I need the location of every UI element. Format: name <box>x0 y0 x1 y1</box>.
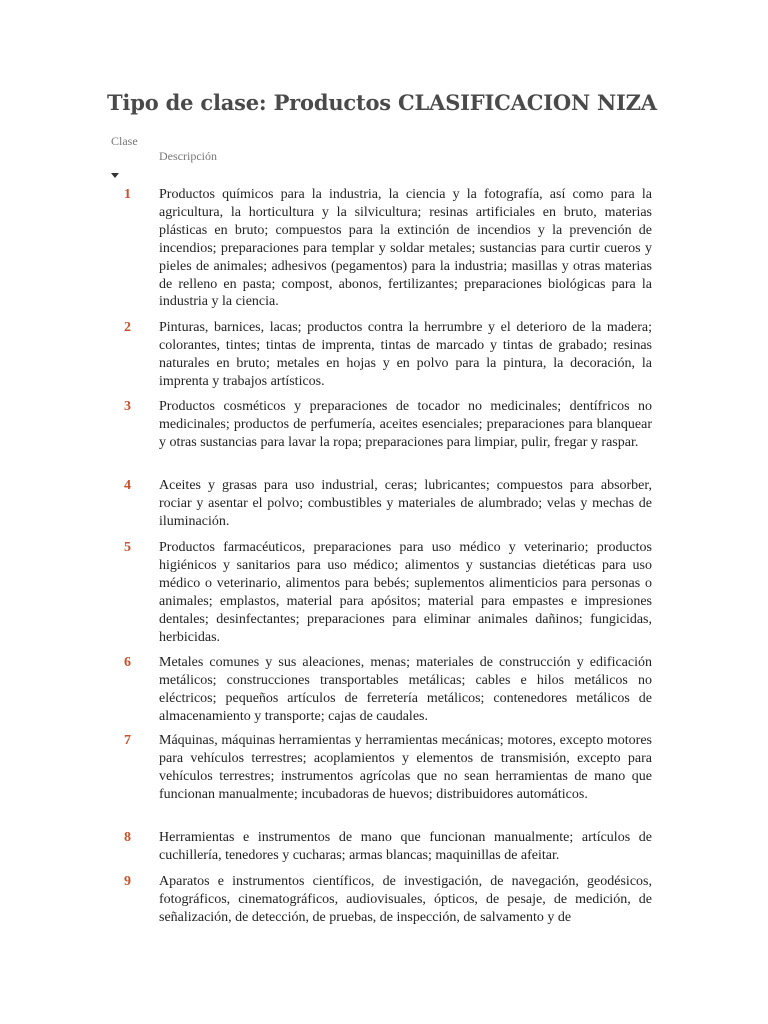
class-number: 4 <box>124 478 131 493</box>
class-description: Aparatos e instrumentos científicos, de investigación, de navegación, geodésicos, fotográficos, cinematográficos, audiovisuales, ópticos, de pesaje, de medición, de señalización, de detección, de pruebas, de inspección, de salvamento y de <box>159 874 652 925</box>
class-description: Metales comunes y sus aleaciones, menas; materiales de construcción y edificación metálicos; construcciones transportables metálicas; cables e hilos metálicos no eléctricos; pequeños artículos de ferretería metálicos; contenedores metálicos de almacenamiento y transporte; cajas de caudales. <box>159 655 652 724</box>
class-description: Productos farmacéuticos, preparaciones para uso médico y veterinario; productos higiénicos y sanitarios para uso médico; alimentos y sustancias dietéticas para uso médico o veterinario, alimentos para bebés; suplementos alimenticios para personas o animales; emplastos, material para apósitos; material para empastes e impresiones dentales; desinfectantes; preparaciones para eliminar animales dañinos; fungicidas, herbicidas. <box>159 540 652 645</box>
caret-down-icon[interactable] <box>111 173 119 178</box>
class-number: 2 <box>124 320 131 335</box>
class-number: 7 <box>124 733 131 748</box>
column-header-descripcion: Descripción <box>159 149 217 163</box>
class-number: 6 <box>124 655 131 670</box>
class-description: Máquinas, máquinas herramientas y herramientas mecánicas; motores, excepto motores para vehículos terrestres; acoplamientos y elementos de transmisión, excepto para vehículos terrestres; instrumentos agrícolas que no sean herramientas de mano que funcionan manualmente; incubadoras de huevos; distribuidores automáticos. <box>159 733 652 802</box>
class-description: Pinturas, barnices, lacas; productos contra la herrumbre y el deterioro de la madera; colorantes, tintes; tintas de imprenta, tintas de marcado y tintas de grabado; resinas naturales en bruto; metales en hojas y en polvo para la pintura, la decoración, la imprenta y trabajos artísticos. <box>159 320 652 389</box>
class-description: Herramientas e instrumentos de mano que funcionan manualmente; artículos de cuchillería, tenedores y cucharas; armas blancas; maquinillas de afeitar. <box>159 830 652 863</box>
page-title: Tipo de clase: Productos CLASIFICACION NIZA <box>107 90 657 115</box>
class-number: 1 <box>124 187 131 202</box>
class-number: 8 <box>124 830 131 845</box>
class-description: Aceites y grasas para uso industrial, ceras; lubricantes; compuestos para absorber, rociar y asentar el polvo; combustibles y materiales de alumbrado; velas y mechas de iluminación. <box>159 478 652 529</box>
class-number: 3 <box>124 399 131 414</box>
column-header-clase: Clase <box>111 134 138 148</box>
class-description: Productos cosméticos y preparaciones de tocador no medicinales; dentífricos no medicinales; productos de perfumería, aceites esenciales; preparaciones para blanquear y otras sustancias para lavar la ropa; preparaciones para limpiar, pulir, fregar y raspar. <box>159 399 652 450</box>
class-description: Productos químicos para la industria, la ciencia y la fotografía, así como para la agricultura, la horticultura y la silvicultura; resinas artificiales en bruto, materias plásticas en bruto; compuestos para la extinción de incendios y la prevención de incendios; preparaciones para templar y soldar metales; sustancias para curtir cueros y pieles de animales; adhesivos (pegamentos) para la industria; masillas y otras materias de relleno en pasta; compost, abonos, fertilizantes; preparaciones biológicas para la industria y la ciencia. <box>159 187 652 310</box>
class-number: 5 <box>124 540 131 555</box>
class-number: 9 <box>124 874 131 889</box>
